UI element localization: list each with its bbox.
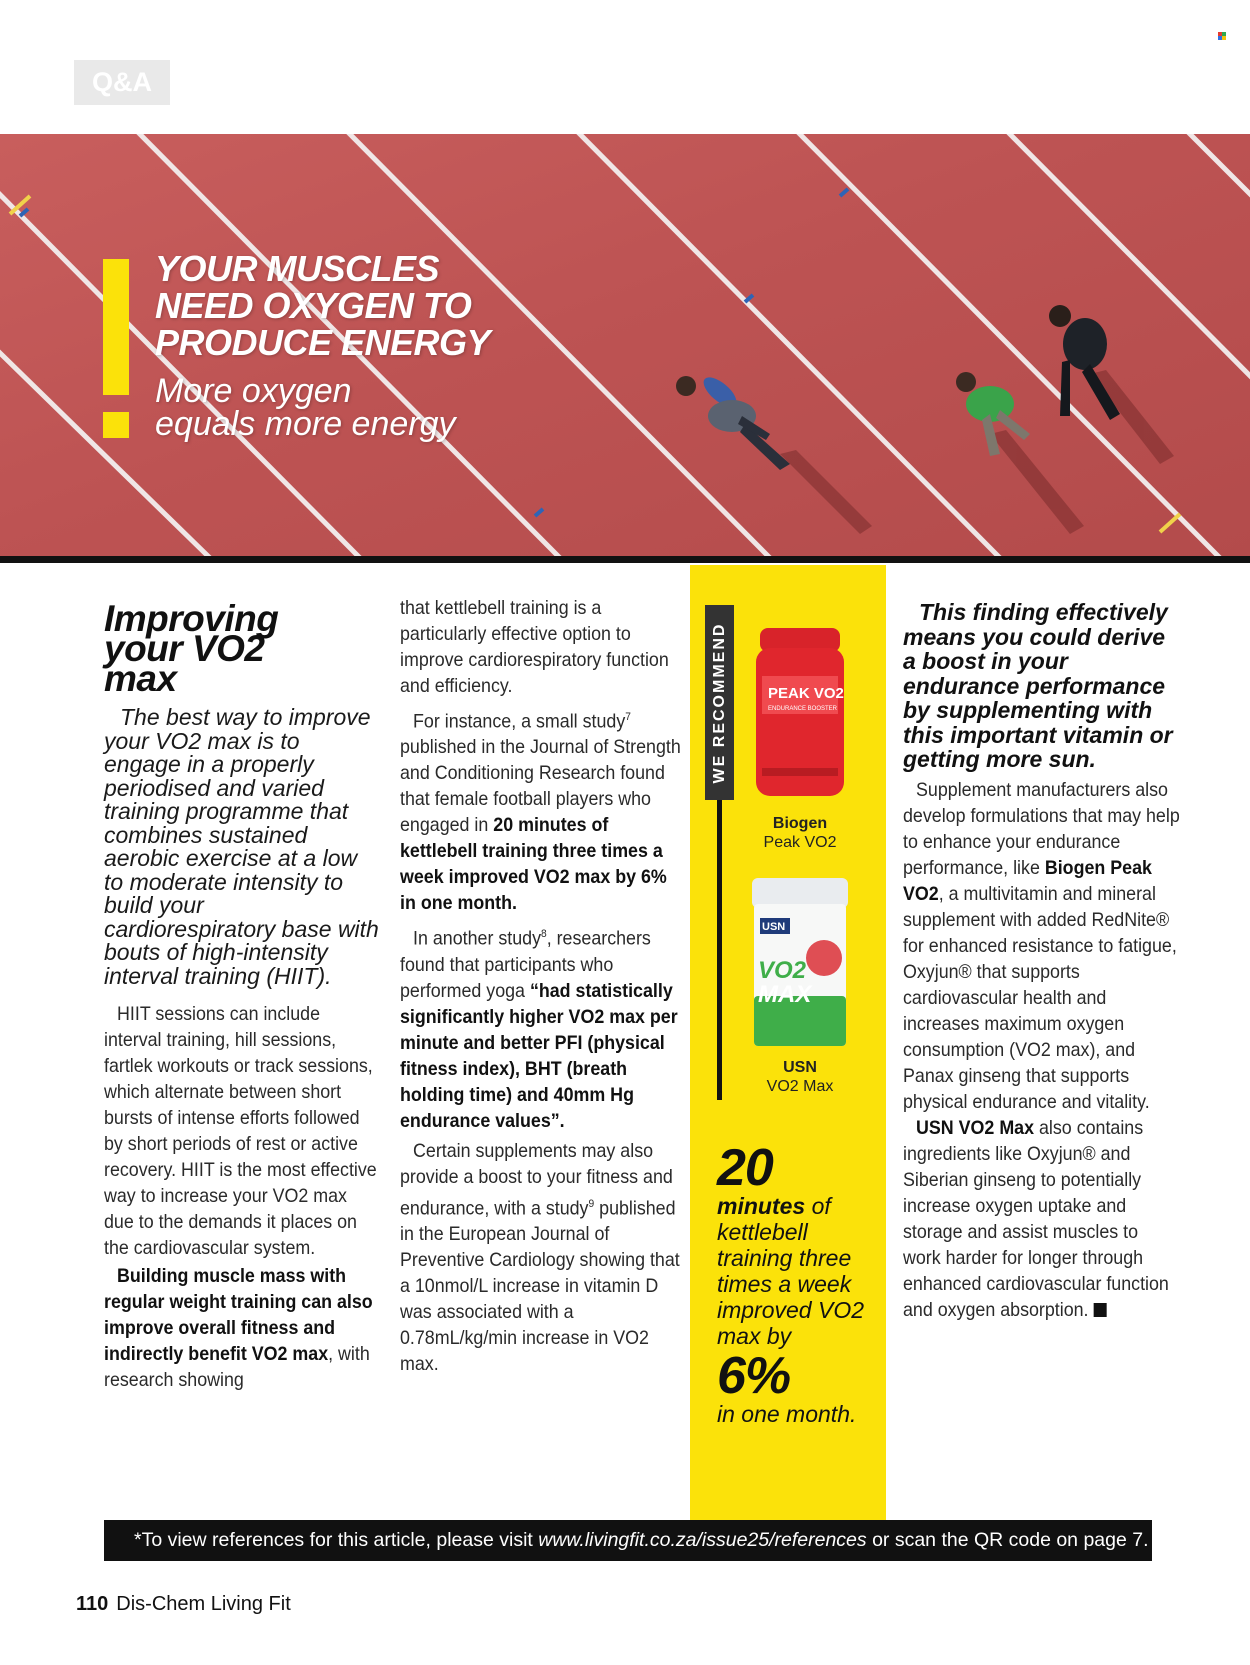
product-biogen-caption: Biogen Peak VO2 [763,815,837,851]
bold-text: Building muscle mass with regular weight training can also improve overall fitness and indirectly benefit VO2 max [104,1266,373,1365]
stat-percent: 6% [717,1347,791,1405]
intro-paragraph: The best way to improve your VO2 max is to engage in a properly periodised and varied training programme that combines sustained aerobic exercise at a low to moderate intensity to build your cardiorespiratory base with bouts of high-intensity interval training (HIIT). [104,704,379,989]
body-paragraph: For instance, a small study$^7$ published in the Journal of Strength and Conditioning Research found that female football players who engaged in 20 minutes of kettlebell training three times a week improved VO2 max by 6% in one month. [400,711,681,915]
svg-text:MAX: MAX [758,981,812,1008]
bold-text: 20 minutes of kettlebell training three times a week improved VO2 max by 6% in one month. [400,815,667,915]
svg-text:VO2: VO2 [758,957,807,984]
pull-heading: This finding effectively means you could derive a boost in your endurance performance by supplementing with this important vitamin or getting more sun. [903,599,1173,772]
stat-text: minutes of kettlebell training three times a week improved VO2 max by [717,1193,865,1349]
bold-text: USN VO2 Max [916,1117,1035,1139]
we-recommend-label: WE RECOMMEND [705,605,734,800]
column-1 [104,598,380,1394]
body-paragraph: Building muscle mass with regular weight training can also improve overall fitness and indirectly benefit VO2 max, with research showing [104,1266,373,1391]
runner-figure [676,372,790,470]
hero-banner [0,134,1250,558]
runner-figure [1049,305,1120,420]
references-bar: *To view references for this article, please visit www.livingfit.co.za/issue25/references or scan the QR code on page 7. [104,1520,1152,1561]
product-usn-caption: USN VO2 Max [766,1059,834,1095]
section-tag: Q&A [74,60,170,105]
references-link[interactable]: www.livingfit.co.za/issue25/references [538,1529,867,1551]
stat-number: 20 [717,1139,773,1197]
bold-text: “had statistically significantly higher VO2 max per minute and better PFI (physical fitness index), BHT (breath holding time) and 40mm Hg endurance values”. [400,980,678,1132]
body-paragraph: In another study$^8$, researchers found that participants who performed yoga “had statistically significantly higher VO2 max per minute and better PFI (physical fitness index), BHT (breath holding time) and 40mm Hg endurance values”. [400,928,678,1132]
runner-figure [956,372,1030,456]
stat-callout [717,1139,877,1427]
body-paragraph: that kettlebell training is a particularly effective option to improve cardiorespiratory function and efficiency. [400,598,669,697]
body-paragraph: HIIT sessions can include interval training, hill sessions, fartlek workouts or track sessions, which alternate between short bursts of intense efforts followed by short periods of rest or active recovery. HIIT is the most effective way to increase your VO2 max due to the demands it places on the cardiovascular system. [104,1004,377,1259]
biogen-peak-vo2-jar [756,628,844,798]
end-mark-icon: LF [1093,1303,1106,1317]
svg-text:USN: USN [762,921,786,933]
accent-square [103,412,129,438]
body-paragraph: Certain supplements may also provide a boost to your fitness and endurance, with a study$^9$ published in the European Journal of Preventive Cardiology showing that a 10nmol/L increase in vitamin D was associated with a 0.78mL/kg/min increase in VO2 max. [400,1140,680,1376]
accent-bar [103,259,129,395]
bold-text: Biogen Peak VO2 [903,857,1152,905]
divider [0,556,1250,563]
column-4 [903,600,1179,1324]
usn-vo2-max-tub [752,878,848,1048]
svg-text:PEAK VO2: PEAK VO2 [768,685,844,702]
stat-tail: in one month. [717,1401,857,1427]
page-number: 110 [76,1593,109,1615]
hero-subtitle: More oxygen equals more energy [155,372,456,443]
body-paragraph: USN VO2 Max also contains ingredients like Oxyjun® and Siberian ginseng to potentially increase oxygen uptake and storage and assist muscles to work harder for longer through enhanced cardiovascular function and oxygen absorption. LF [903,1117,1169,1321]
hero-title: YOUR MUSCLES NEED OXYGEN TO PRODUCE ENERGY [155,248,491,363]
column-2 [400,596,684,1382]
page-footer [76,1593,291,1616]
body-paragraph: Supplement manufacturers also develop formulations that may help to enhance your endurance performance, like Biogen Peak VO2, a multivitamin and mineral supplement with added RedNite® for enhanced resistance to fatigue, Oxyjun® that supports cardiovascular health and increases maximum oxygen consumption (VO2 max), and Panax ginseng that supports physical endurance and vitality. [903,779,1180,1113]
section-heading: Improving your VO2 max [104,598,279,699]
corner-mark [1218,32,1226,40]
svg-text:ENDURANCE BOOSTER: ENDURANCE BOOSTER [768,706,838,712]
publication-name: Dis-Chem Living Fit [116,1593,291,1615]
